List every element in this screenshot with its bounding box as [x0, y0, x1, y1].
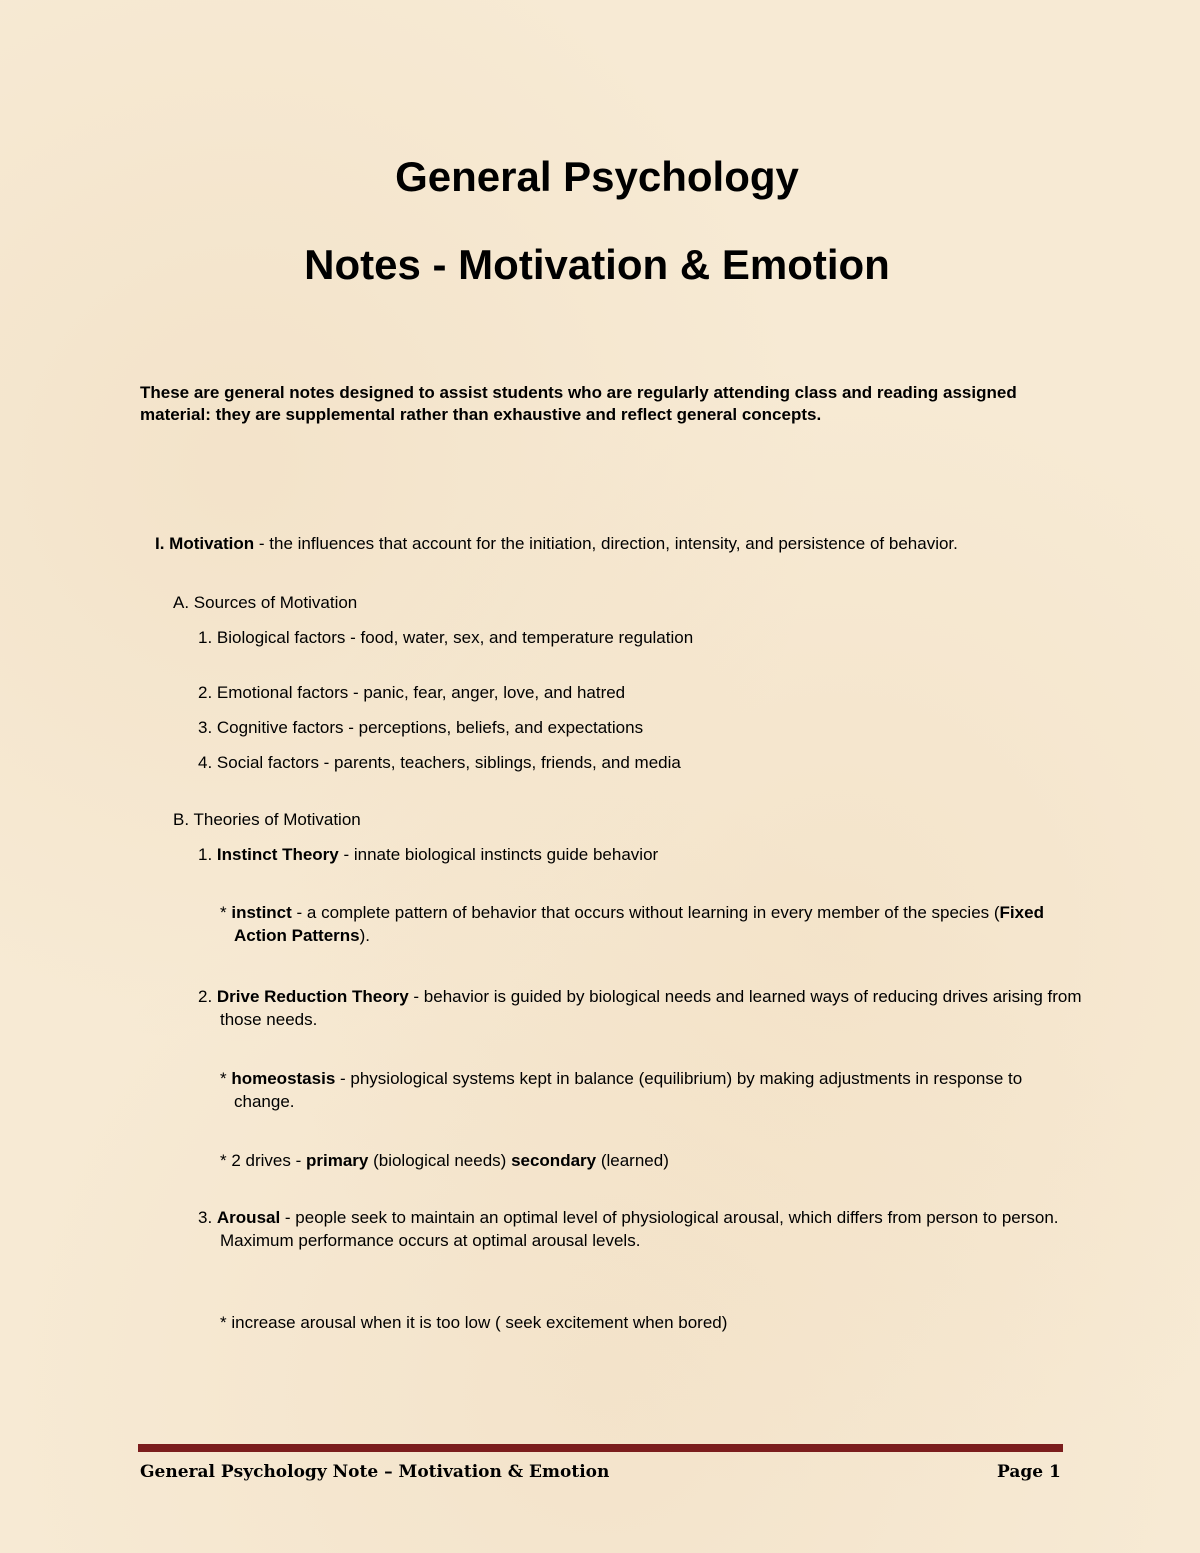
motivation-definition	[155, 532, 1032, 555]
footer-title: General Psychology Note – Motivation & Emotion	[140, 1462, 610, 1482]
drives-primary: primary	[305, 1151, 369, 1170]
instinct-sub-def: - a complete pattern of behavior that occurs without learning in every member of the species (	[291, 903, 1000, 922]
instinct-def: - innate biological instincts guide behavior	[338, 845, 659, 864]
page-number: Page 1	[997, 1462, 1061, 1482]
homeo-def: - physiological systems kept in balance (equilibrium) by making adjustments in response to change.	[234, 1069, 1023, 1111]
arousal-item	[198, 1206, 1080, 1252]
drive-num: 2.	[198, 987, 217, 1006]
source-item-2: 2. Emotional factors - panic, fear, anger, love, and hatred	[198, 683, 626, 702]
arousal-def: - people seek to maintain an optimal level of physiological arousal, which differs from person to person. Maximum performance occurs at optimal arousal levels.	[220, 1208, 1059, 1250]
instinct-star: *	[220, 903, 232, 922]
fixed-action-patterns: Fixed Action Patterns	[234, 903, 1044, 945]
footer-divider	[138, 1444, 1063, 1452]
intro-paragraph: These are general notes designed to assist students who are regularly attending class and reading assigned material: they are supplemental rather than exhaustive and reflect general concepts.	[140, 383, 1017, 424]
homeo-star: *	[220, 1069, 232, 1088]
arousal-num: 3.	[198, 1208, 217, 1227]
drive-term: Drive Reduction Theory	[216, 987, 409, 1006]
drive-def: - behavior is guided by biological needs and learned ways of reducing drives arising from those needs.	[220, 987, 1082, 1029]
motivation-heading: I. Motivation	[155, 534, 255, 553]
source-item-1: 1. Biological factors - food, water, sex, and temperature regulation	[198, 628, 694, 647]
drives-pre: * 2 drives -	[220, 1151, 306, 1170]
arousal-term: Arousal	[216, 1208, 281, 1227]
instinct-subnote	[220, 901, 1064, 947]
drives-end: (learned)	[596, 1151, 669, 1170]
drive-reduction-item	[198, 985, 1090, 1031]
arousal-subnote: * increase arousal when it is too low ( seek excitement when bored)	[220, 1313, 728, 1332]
instinct-theory-item	[198, 843, 658, 866]
page-subtitle: Notes - Motivation & Emotion	[304, 241, 890, 288]
two-drives-subnote	[220, 1149, 669, 1172]
homeostasis-subnote	[220, 1067, 1074, 1113]
sources-heading: A. Sources of Motivation	[173, 593, 358, 612]
source-item-4: 4. Social factors - parents, teachers, siblings, friends, and media	[198, 753, 681, 772]
instinct-sub-term: instinct	[231, 903, 292, 922]
drives-mid: (biological needs)	[368, 1151, 512, 1170]
theories-heading: B. Theories of Motivation	[173, 810, 361, 829]
homeo-term: homeostasis	[231, 1069, 336, 1088]
page-title: General Psychology	[395, 153, 799, 200]
instinct-sub-end: ).	[359, 926, 371, 945]
motivation-def-text: - the influences that account for the initiation, direction, intensity, and persistence of behavior.	[254, 534, 958, 553]
drives-secondary: secondary	[511, 1151, 597, 1170]
source-item-3: 3. Cognitive factors - perceptions, beliefs, and expectations	[198, 718, 644, 737]
instinct-term: Instinct Theory	[216, 845, 339, 864]
instinct-num: 1.	[198, 845, 217, 864]
